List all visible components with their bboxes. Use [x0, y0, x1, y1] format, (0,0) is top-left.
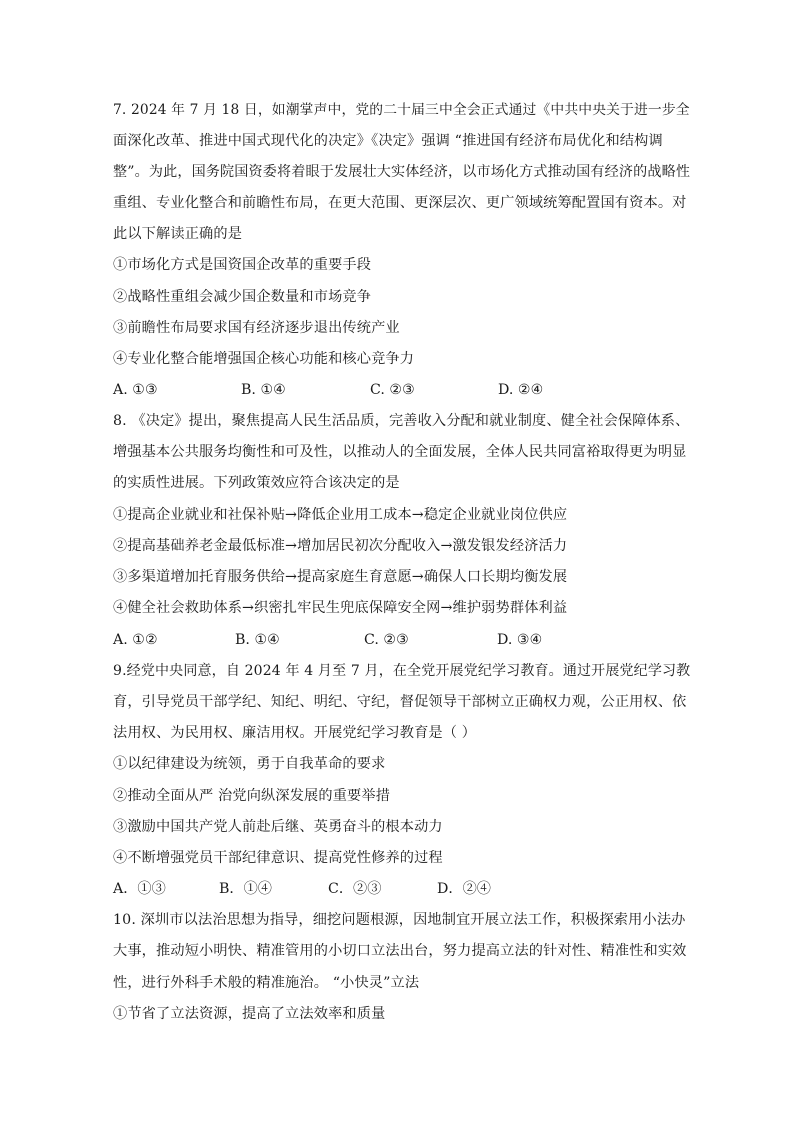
question-stem-line: 整”。为此，国务院国资委将着眼于发展壮大实体经济，以市场化方式推动国有经济的战略性	[113, 164, 691, 180]
statement-item: ④专业化整合能增强国企核心功能和核心竞争力	[113, 351, 415, 367]
question-stem-line: 10. 深圳市以法治思想为指导，细挖问题根源，因地制宜开展立法工作，积极探索用小法办	[113, 912, 686, 928]
statement-item: ③多渠道增加托育服务供给→提高家庭生育意愿→确保人口长期均衡发展	[113, 569, 568, 585]
option-b[interactable]: B. ①④	[241, 382, 286, 398]
question-stem-line: 面深化改革、推进中国式现代化的决定》《决定》强调 “推进国有经济布局优化和结构调	[113, 133, 663, 149]
question-stem-line: 性，进行外科手术般的精准施治。 “小快灵”立法	[113, 975, 420, 991]
option-a[interactable]: A．①③	[113, 881, 166, 897]
question-stem-line: 8. 《决定》提出，聚焦提高人民生活品质，完善收入分配和就业制度、健全社会保障体系、	[113, 413, 690, 429]
question-stem-line: 重组、专业化整合和前瞻性布局，在更大范围、更深层次、更广领域统筹配置国有资本。对	[113, 195, 687, 211]
question-stem-line: 此以下解读正确的是	[113, 226, 243, 242]
question-stem-line: 育，引导党员干部学纪、知纪、明纪、守纪，督促领导干部树立正确权力观，公正用权、依	[113, 694, 687, 710]
option-c[interactable]: C．②③	[328, 881, 382, 897]
option-c[interactable]: C. ②③	[370, 382, 415, 398]
option-d[interactable]: D. ②④	[498, 382, 544, 398]
question-stem-line: 的实质性进展。下列政策效应符合该决定的是	[113, 475, 400, 491]
statement-item: ①提高企业就业和社保补贴→降低企业用工成本→稳定企业就业岗位供应	[113, 507, 568, 523]
option-d[interactable]: D. ③④	[497, 632, 543, 648]
statement-item: ④健全社会救助体系→织密扎牢民生兜底保障安全网→维护弱势群体利益	[113, 600, 568, 616]
statement-item: ①市场化方式是国资国企改革的重要手段	[113, 257, 372, 273]
question-stem-line: 9.经党中央同意，自 2024 年 4 月至 7 月，在全党开展党纪学习教育。通过开展党纪学习教	[113, 663, 691, 679]
option-a[interactable]: A. ①③	[113, 382, 158, 398]
option-b[interactable]: B．①④	[219, 881, 272, 897]
question-stem-line: 7. 2024 年 7 月 18 日，如潮掌声中，党的二十届三中全会正式通过《中共中央关于进一步全	[113, 102, 690, 118]
statement-item: ②战略性重组会减少国企数量和市场竞争	[113, 289, 372, 305]
option-c[interactable]: C. ②③	[364, 632, 409, 648]
option-b[interactable]: B. ①④	[235, 632, 280, 648]
option-a[interactable]: A. ①②	[113, 632, 158, 648]
option-d[interactable]: D．②④	[437, 881, 491, 897]
statement-item: ③激励中国共产党人前赴后继、英勇奋斗的根本动力	[113, 819, 443, 835]
statement-item: ①节省了立法资源，提高了立法效率和质量	[113, 1006, 386, 1022]
statement-item: ②提高基础养老金最低标准→增加居民初次分配收入→激发银发经济活力	[113, 538, 568, 554]
statement-item: ②推动全面从严 治党向纵深发展的重要举措	[113, 788, 391, 804]
statement-item: ③前瞻性布局要求国有经济逐步退出传统产业	[113, 320, 400, 336]
statement-item: ①以纪律建设为统领，勇于自我革命的要求	[113, 756, 386, 772]
question-stem-line: 大事，推动短小明快、精准管用的小切口立法出台，努力提高立法的针对性、精准性和实效	[113, 943, 687, 959]
question-stem-line: 法用权、为民用权、廉洁用权。开展党纪学习教育是（ ）	[113, 725, 477, 741]
statement-item: ④不断增强党员干部纪律意识、提高党性修养的过程	[113, 850, 443, 866]
question-stem-line: 增强基本公共服务均衡性和可及性，以推动人的全面发展，全体人民共同富裕取得更为明显	[113, 444, 687, 460]
